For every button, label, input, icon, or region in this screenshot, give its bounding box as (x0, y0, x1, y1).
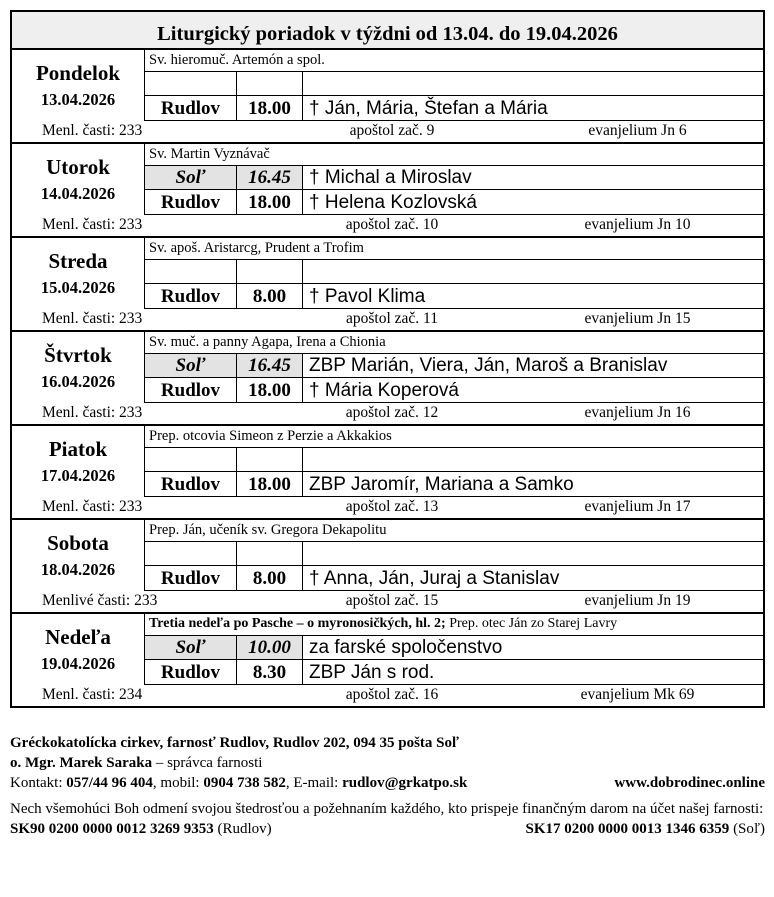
day-name: Sobota (47, 531, 109, 555)
day-label (12, 614, 145, 685)
parish-info (10, 733, 765, 839)
schedule-sheet (10, 10, 765, 708)
day-label (12, 332, 145, 403)
service-place (145, 448, 237, 472)
day-date: 14.04.2026 (40, 184, 116, 203)
service-intention: ZBP Marián, Viera, Ján, Maroš a Branislav (303, 354, 763, 378)
priest-line (10, 753, 765, 773)
day-date: 17.04.2026 (40, 466, 116, 485)
gospel-reading: evanjelium Jn 15 (584, 310, 691, 327)
service-place (145, 72, 237, 96)
schedule-title: Liturgický poriadok v týždni od 13.04. do 19.04.2026 (12, 12, 763, 50)
day-name: Piatok (48, 437, 108, 461)
priest-role: – správca farnosti (152, 755, 263, 771)
variable-parts: Menl. časti: 233 (42, 216, 143, 233)
apostle-reading: apoštol zač. 12 (345, 404, 439, 421)
variable-parts: Menlivé časti: 233 (42, 592, 158, 609)
feast (145, 614, 763, 636)
service-intention: † Mária Koperová (303, 378, 763, 403)
service-time: 18.00 (237, 190, 303, 215)
feast-text: Sv. muč. a panny Agapa, Irena a Chionia (149, 334, 386, 350)
service-place: Rudlov (145, 378, 237, 403)
day-label (12, 426, 145, 497)
readings-row (12, 121, 763, 142)
service-place: Rudlov (145, 472, 237, 497)
readings-row (12, 685, 763, 706)
iban-rudlov (10, 819, 272, 839)
day-label (12, 50, 145, 121)
variable-parts: Menl. časti: 233 (42, 122, 143, 139)
day-block (12, 614, 763, 706)
day-date: 13.04.2026 (40, 90, 116, 109)
apostle-reading: apoštol zač. 10 (345, 216, 439, 233)
feast-text: Sv. apoš. Aristarcg, Prudent a Trofim (149, 240, 364, 256)
gospel-reading: evanjelium Jn 6 (588, 122, 687, 139)
feast-text: Sv. Martin Vyznávač (149, 146, 270, 162)
day-date: 19.04.2026 (40, 654, 116, 673)
service-place: Soľ (145, 636, 237, 660)
gospel-reading: evanjelium Jn 17 (584, 498, 691, 515)
contact-label: Kontakt: (10, 775, 67, 791)
service-intention (303, 260, 763, 284)
day-name: Štvrtok (44, 343, 112, 367)
service-time (237, 448, 303, 472)
variable-parts: Menl. časti: 233 (42, 404, 143, 421)
apostle-reading: apoštol zač. 9 (349, 122, 435, 139)
feast-extra: Prep. otec Ján zo Starej Lavry (445, 616, 618, 631)
gospel-reading: evanjelium Mk 69 (580, 686, 695, 703)
feast (145, 332, 763, 354)
day-block (12, 426, 763, 520)
iban1-label: (Rudlov) (213, 821, 272, 837)
feast-text: Prep. otcovia Simeon z Perzie a Akkakios (149, 428, 392, 444)
variable-parts: Menl. časti: 234 (42, 686, 143, 703)
service-intention: ZBP Jaromír, Mariana a Samko (303, 472, 763, 497)
gospel-reading: evanjelium Jn 10 (584, 216, 691, 233)
service-place (145, 542, 237, 566)
apostle-reading: apoštol zač. 16 (345, 686, 439, 703)
mobile-label: , mobil: (152, 775, 204, 791)
day-block (12, 50, 763, 144)
priest-name: o. Mgr. Marek Saraka (10, 755, 153, 771)
day-date: 15.04.2026 (40, 278, 116, 297)
service-place: Rudlov (145, 284, 237, 309)
email: rudlov@grkatpo.sk (342, 775, 468, 791)
service-time (237, 72, 303, 96)
service-intention (303, 72, 763, 96)
day-date: 16.04.2026 (40, 372, 116, 391)
service-time: 16.45 (237, 166, 303, 190)
apostle-reading: apoštol zač. 15 (345, 592, 439, 609)
day-name: Utorok (46, 155, 110, 179)
service-place: Rudlov (145, 660, 237, 685)
email-label: , E-mail: (285, 775, 343, 791)
apostle-reading: apoštol zač. 11 (346, 310, 438, 327)
iban2: SK17 0200 0000 0013 1346 6359 (525, 821, 730, 837)
day-name: Pondelok (35, 61, 121, 85)
parish-address: Gréckokatolícka cirkev, farnosť Rudlov, Rudlov 202, 094 35 pošta Soľ (10, 735, 460, 751)
mobile: 0904 738 582 (203, 775, 286, 791)
contact-line (10, 773, 765, 793)
day-name: Nedeľa (45, 625, 111, 649)
variable-parts: Menl. časti: 233 (42, 310, 143, 327)
service-intention (303, 448, 763, 472)
gospel-reading: evanjelium Jn 16 (584, 404, 691, 421)
service-place (145, 260, 237, 284)
day-label (12, 144, 145, 215)
service-time: 8.00 (237, 284, 303, 309)
iban-sol (526, 819, 765, 839)
readings-row (12, 215, 763, 236)
day-label (12, 520, 145, 591)
service-place: Soľ (145, 166, 237, 190)
readings-row (12, 309, 763, 330)
service-intention: † Ján, Mária, Štefan a Mária (303, 96, 763, 121)
service-time: 18.00 (237, 96, 303, 121)
readings-row (12, 591, 763, 612)
schedule-table (10, 10, 765, 708)
service-intention: † Pavol Klima (303, 284, 763, 309)
service-time: 8.30 (237, 660, 303, 685)
readings-row (12, 497, 763, 518)
feast-text: Sv. hieromuč. Artemón a spol. (149, 52, 325, 68)
website: www.dobrodinec.online (614, 775, 765, 791)
service-time (237, 260, 303, 284)
contact-details (10, 773, 467, 793)
donation-text: Nech všemohúci Boh odmení svojou štedrosťou a požehnaním každého, kto prispeje finančným darom na účet našej farnosti: (10, 801, 764, 817)
feast (145, 238, 763, 260)
day-block (12, 520, 763, 614)
service-intention: † Anna, Ján, Juraj a Stanislav (303, 566, 763, 591)
feast-text: Prep. Ján, učeník sv. Gregora Dekapolitu (149, 522, 387, 538)
iban-line (10, 819, 765, 839)
service-place: Rudlov (145, 96, 237, 121)
readings-row (12, 403, 763, 424)
day-date: 18.04.2026 (40, 560, 116, 579)
service-time: 18.00 (237, 472, 303, 497)
service-intention (303, 542, 763, 566)
service-time: 8.00 (237, 566, 303, 591)
feast (145, 520, 763, 542)
service-time: 16.45 (237, 354, 303, 378)
service-intention: za farské spoločenstvo (303, 636, 763, 660)
variable-parts: Menl. časti: 233 (42, 498, 143, 515)
service-time: 18.00 (237, 378, 303, 403)
phone: 057/44 96 404 (66, 775, 153, 791)
day-block (12, 332, 763, 426)
service-place: Rudlov (145, 566, 237, 591)
apostle-reading: apoštol zač. 13 (345, 498, 439, 515)
gospel-reading: evanjelium Jn 19 (584, 592, 691, 609)
service-place: Soľ (145, 354, 237, 378)
service-intention: † Helena Kozlovská (303, 190, 763, 215)
iban1: SK90 0200 0000 0012 3269 9353 (10, 821, 214, 837)
service-intention: † Michal a Miroslav (303, 166, 763, 190)
feast (145, 426, 763, 448)
feast (145, 144, 763, 166)
day-block (12, 144, 763, 238)
feast (145, 50, 763, 72)
day-label (12, 238, 145, 309)
service-time (237, 542, 303, 566)
service-intention: ZBP Ján s rod. (303, 660, 763, 685)
service-time: 10.00 (237, 636, 303, 660)
days-container (12, 50, 763, 706)
service-place: Rudlov (145, 190, 237, 215)
day-block (12, 238, 763, 332)
day-name: Streda (48, 249, 108, 273)
feast-text: Tretia nedeľa po Pasche – o myronosičkých, hl. 2; (149, 616, 446, 631)
iban2-label: (Soľ) (729, 821, 765, 837)
